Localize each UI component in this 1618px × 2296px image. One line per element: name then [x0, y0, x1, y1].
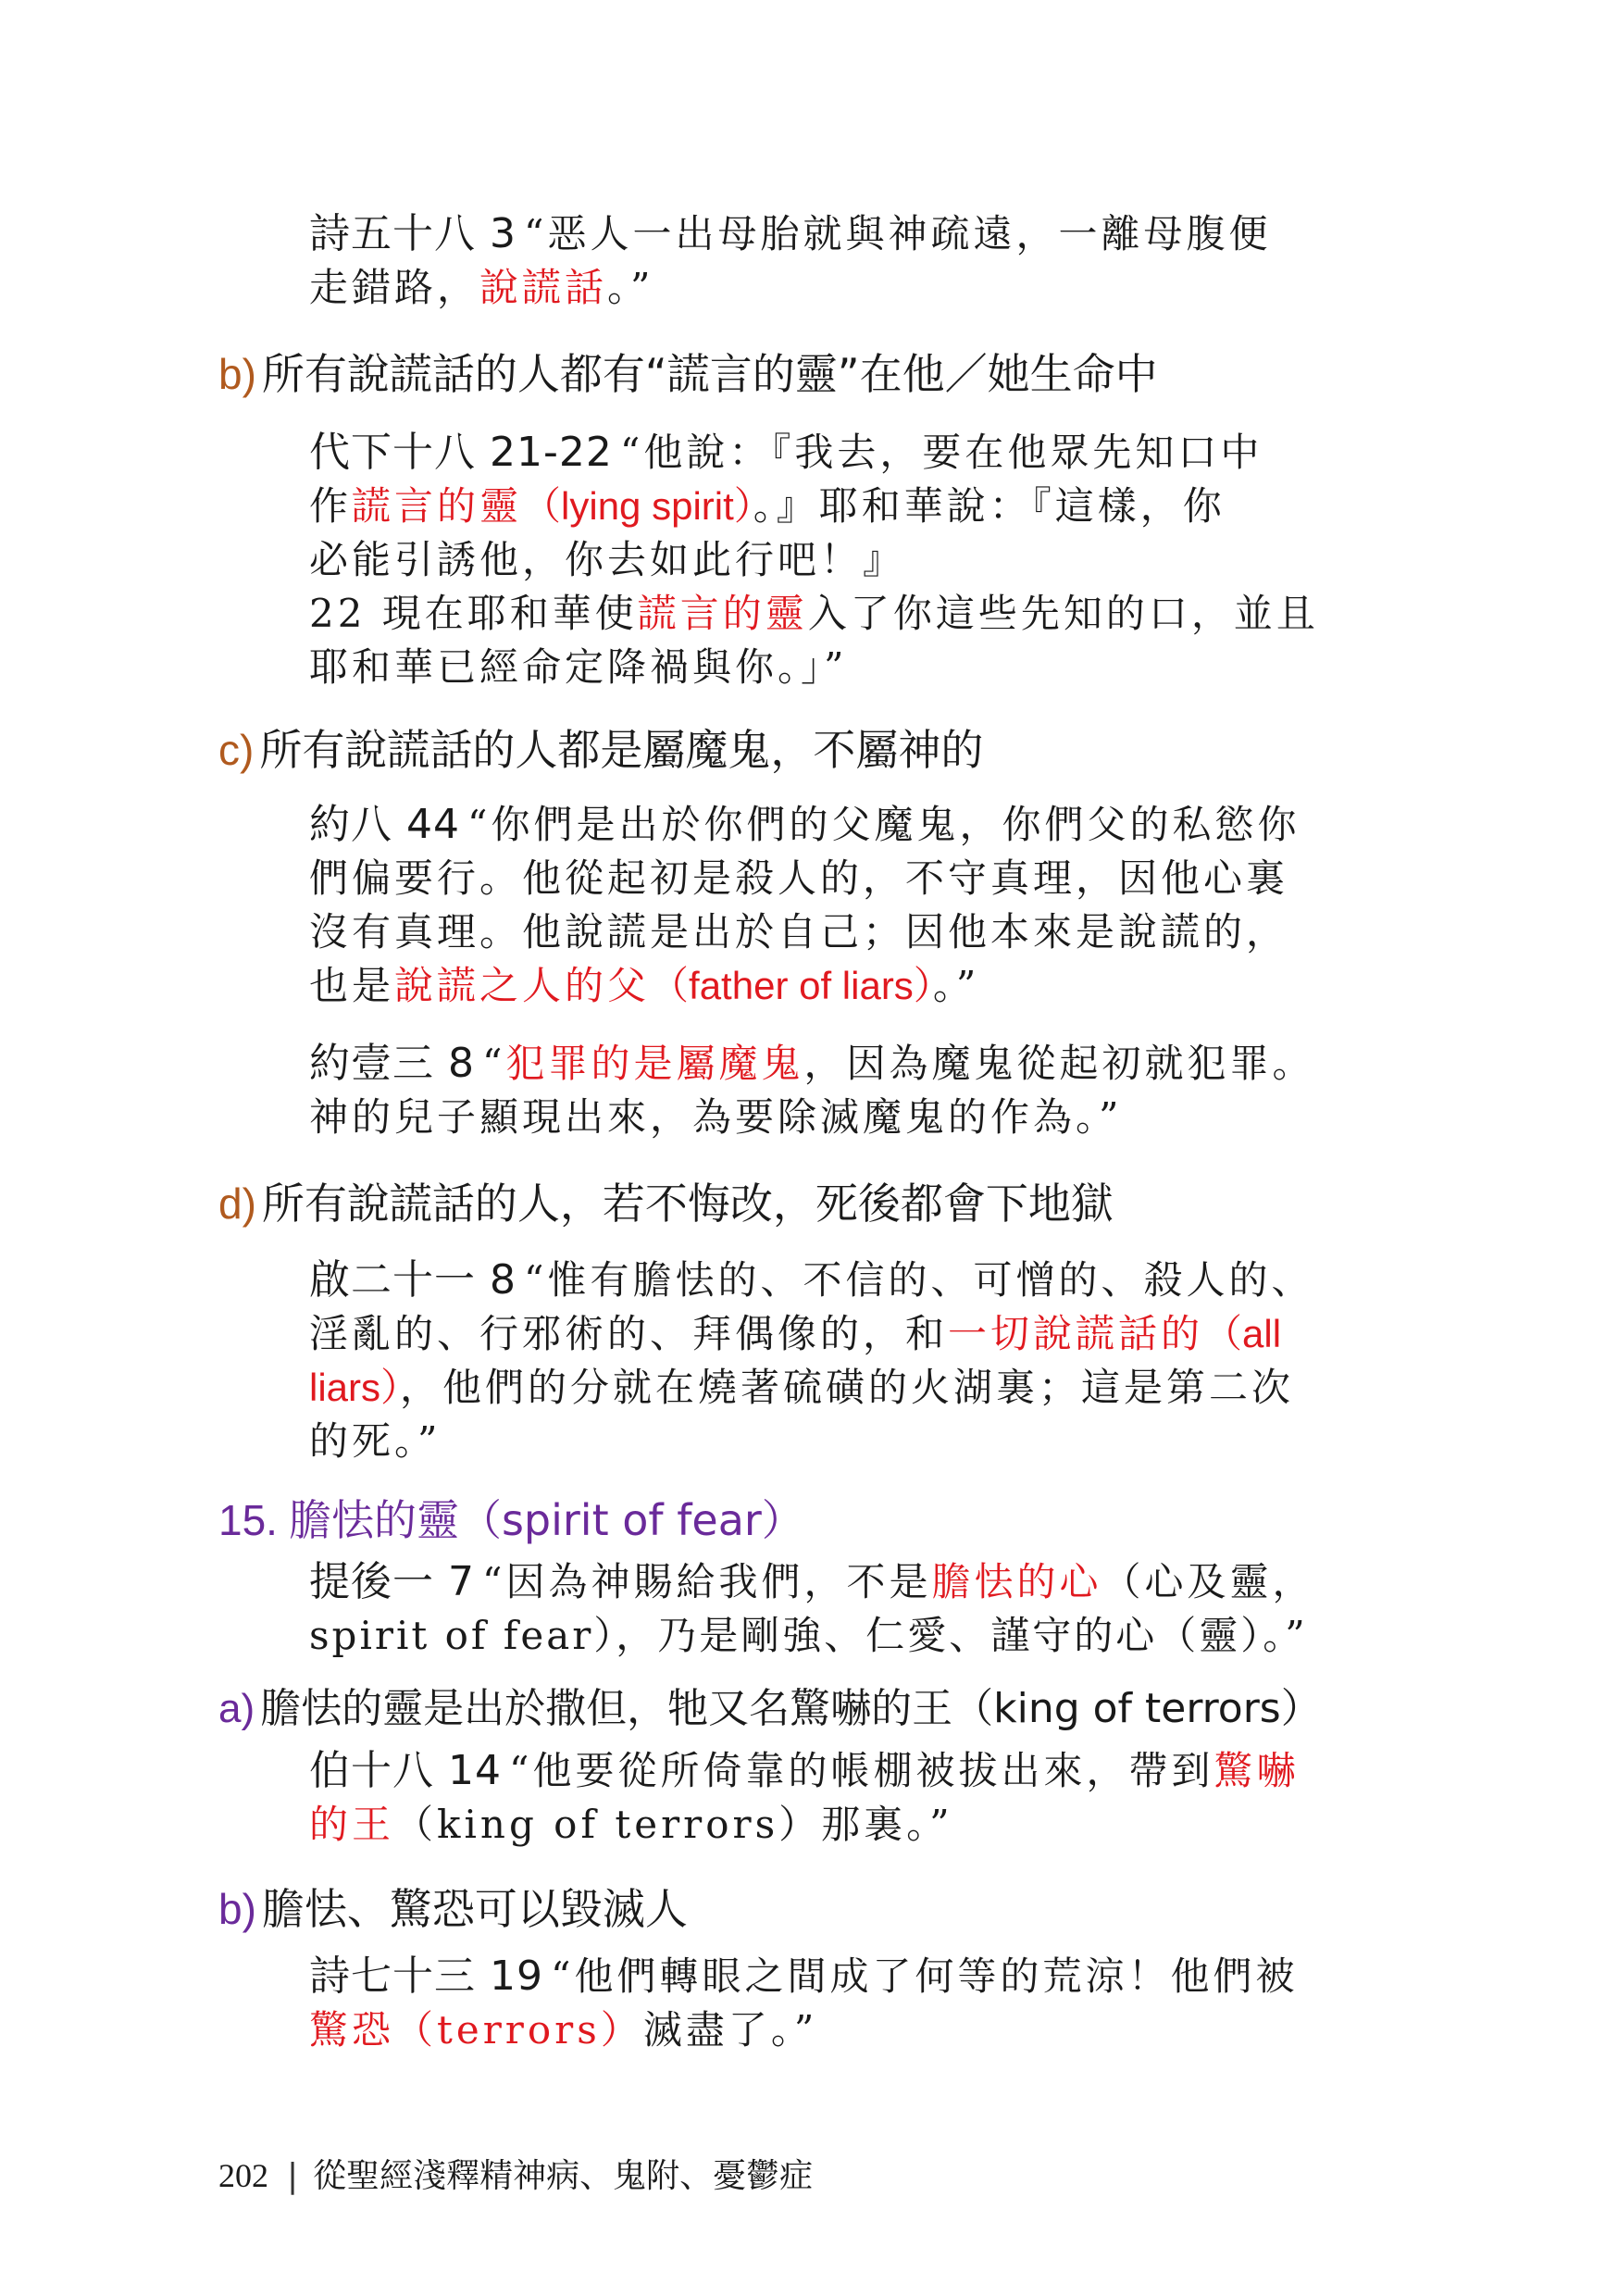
- list-marker: a): [218, 1686, 255, 1731]
- verse-revelation-21-8: 啟二十一 8 “惟有膽怯的、不信的、可憎的、殺人的、 淫亂的、行邪術的、拜偶像的，和一切說謊話的（all liars），他們的分就在燒著硫磺的火湖裏；這是第二次 的死。”: [309, 1256, 1314, 1464]
- list-marker: b): [218, 350, 256, 398]
- subheading-c: c) 所有說謊話的人都是屬魔鬼，不屬神的: [218, 725, 984, 775]
- list-marker: b): [218, 1885, 256, 1933]
- highlight-text: 驚恐（terrors）: [309, 2007, 643, 2053]
- highlight-english: （father of liars）: [650, 964, 933, 1007]
- verse-psalm-73-19: 詩七十三 19 “他們轉眼之間成了何等的荒涼！他們被 驚恐（terrors）滅盡了。”: [309, 1953, 1299, 2053]
- page-number: 202: [218, 2157, 268, 2194]
- verse-ref: 代下十八 21-22: [309, 429, 613, 476]
- highlight-text: 謊言的靈: [637, 591, 808, 636]
- verse-ref: 約八 44: [309, 801, 460, 848]
- highlight-text: 膽怯的心: [931, 1559, 1102, 1604]
- section-number: 15.: [218, 1496, 278, 1544]
- verse-ref: 提後一 7: [309, 1558, 475, 1605]
- verse-2-chronicles-18-21: 代下十八 21-22 “他說：『我去，要在他眾先知口中 作謊言的靈（lying spirit）。』耶和華說：『這樣，你 必能引誘他，你去如此行吧！』 22 現在耶和華使謊言的靈入了你這些先知的口，並且 耶和華已經命定降禍與你。」”: [309, 429, 1319, 690]
- footer-divider: |: [287, 2157, 299, 2195]
- highlight-text: 謊言的靈: [352, 483, 523, 529]
- section-15-heading: 15. 膽怯的靈（spirit of fear）: [218, 1495, 804, 1545]
- highlight-text: 說謊話: [479, 265, 608, 310]
- page-footer: [218, 2150, 813, 2197]
- highlight-english: （lying spirit）: [522, 484, 753, 528]
- list-marker: d): [218, 1179, 256, 1228]
- highlight-text: 驚嚇: [1214, 1748, 1300, 1793]
- verse-psalm-58-3: 詩五十八 3 “恶人一出母胎就與神疏遠，一離母腹便 走錯路，說謊話。”: [309, 210, 1272, 310]
- verse-1-john-3-8: 約壹三 8 “犯罪的是屬魔鬼，因為魔鬼從起初就犯罪。 神的兒子顯現出來，為要除滅魔鬼的作為。”: [309, 1040, 1315, 1140]
- verse-job-18-14: 伯十八 14 “他要從所倚靠的帳棚被拔出來，帶到驚嚇 的王（king of terrors）那裏。”: [309, 1747, 1300, 1847]
- book-title: 從聖經淺釋精神病、鬼附、憂鬱症: [313, 2157, 814, 2195]
- verse-2-timothy-1-7: 提後一 7 “因為神賜給我們，不是膽怯的心（心及靈， spirit of fear），乃是剛強、仁愛、謹守的心（靈）。”: [309, 1558, 1315, 1658]
- highlight-text: 的王: [309, 1802, 395, 1847]
- highlight-english: （all: [1203, 1312, 1282, 1355]
- verse-john-8-44: 約八 44 “你們是出於你們的父魔鬼，你們父的私慾你 們偏要行。他從起初是殺人的，不守真理，因他心裏 沒有真理。他說謊是出於自己；因他本來是說謊的， 也是說謊之人的父（father of liars）。”: [309, 801, 1301, 1008]
- verse-ref: 伯十八 14: [309, 1747, 502, 1794]
- verse-ref: 詩五十八 3: [309, 210, 517, 257]
- subheading-a: a) 膽怯的靈是出於撒但，牠又名驚嚇的王（king of terrors）: [218, 1685, 1322, 1732]
- list-marker: c): [218, 726, 255, 774]
- subheading-b-fear: b) 膽怯、驚恐可以毀滅人: [218, 1884, 688, 1934]
- verse-ref: 約壹三 8: [309, 1040, 475, 1087]
- subheading-d: d) 所有說謊話的人，若不悔改，死後都會下地獄: [218, 1179, 1114, 1229]
- highlight-text: 一切說謊話的: [948, 1311, 1204, 1356]
- highlight-text: 犯罪的是屬魔鬼: [505, 1041, 804, 1086]
- highlight-english: liars）: [309, 1366, 401, 1409]
- verse-ref: 啟二十一 8: [309, 1256, 517, 1304]
- subheading-b: b) 所有說謊話的人都有“謊言的靈”在他／她生命中: [218, 349, 1158, 399]
- highlight-text: 說謊之人的父: [394, 963, 651, 1008]
- verse-ref: 詩七十三 19: [309, 1953, 543, 2000]
